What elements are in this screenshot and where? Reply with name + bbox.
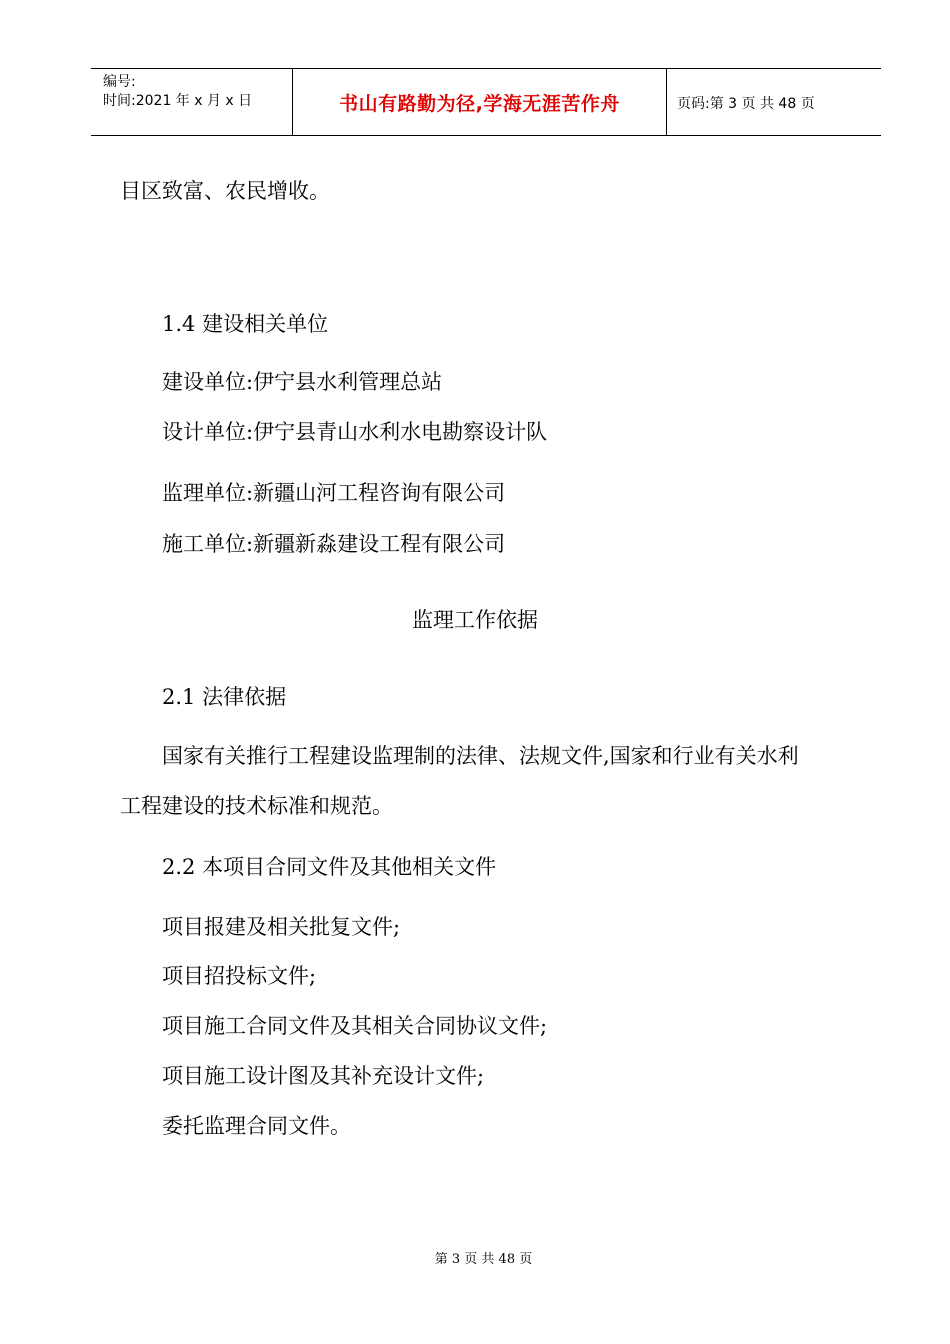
owner-unit: 建设单位:伊宁县水利管理总站 bbox=[162, 370, 443, 394]
list-item: 项目招投标文件; bbox=[162, 964, 317, 988]
list-item: 委托监理合同文件。 bbox=[162, 1114, 351, 1138]
chapter-title: 监理工作依据 bbox=[412, 608, 538, 632]
paragraph-continuation: 目区致富、农民增收。 bbox=[120, 179, 330, 203]
construction-unit: 施工单位:新疆新淼建设工程有限公司 bbox=[162, 532, 506, 556]
section-heading-2-1: 2.1 法律依据 bbox=[162, 685, 287, 709]
section-heading-2-2: 2.2 本项目合同文件及其他相关文件 bbox=[162, 855, 497, 879]
list-item: 项目报建及相关批复文件; bbox=[162, 915, 401, 939]
supervision-unit: 监理单位:新疆山河工程咨询有限公司 bbox=[162, 481, 506, 505]
list-item: 项目施工合同文件及其相关合同协议文件; bbox=[162, 1014, 548, 1038]
law-paragraph-line-1: 国家有关推行工程建设监理制的法律、法规文件,国家和行业有关水利 bbox=[162, 744, 799, 768]
number-label: 编号: bbox=[103, 74, 136, 90]
header-page-number: 页码:第 3 页 共 48 页 bbox=[677, 96, 815, 112]
section-heading-1-4: 1.4 建设相关单位 bbox=[162, 312, 329, 336]
header-motto: 书山有路勤为径,学海无涯苦作舟 bbox=[292, 69, 667, 135]
time-label: 时间:2021 年 x 月 x 日 bbox=[103, 93, 253, 109]
list-item: 项目施工设计图及其补充设计文件; bbox=[162, 1064, 485, 1088]
page-header bbox=[91, 68, 881, 136]
page-footer: 第 3 页 共 48 页 bbox=[434, 1252, 533, 1267]
header-meta bbox=[103, 73, 252, 111]
design-unit: 设计单位:伊宁县青山水利水电勘察设计队 bbox=[162, 420, 548, 444]
law-paragraph-line-2: 工程建设的技术标准和规范。 bbox=[120, 794, 393, 818]
